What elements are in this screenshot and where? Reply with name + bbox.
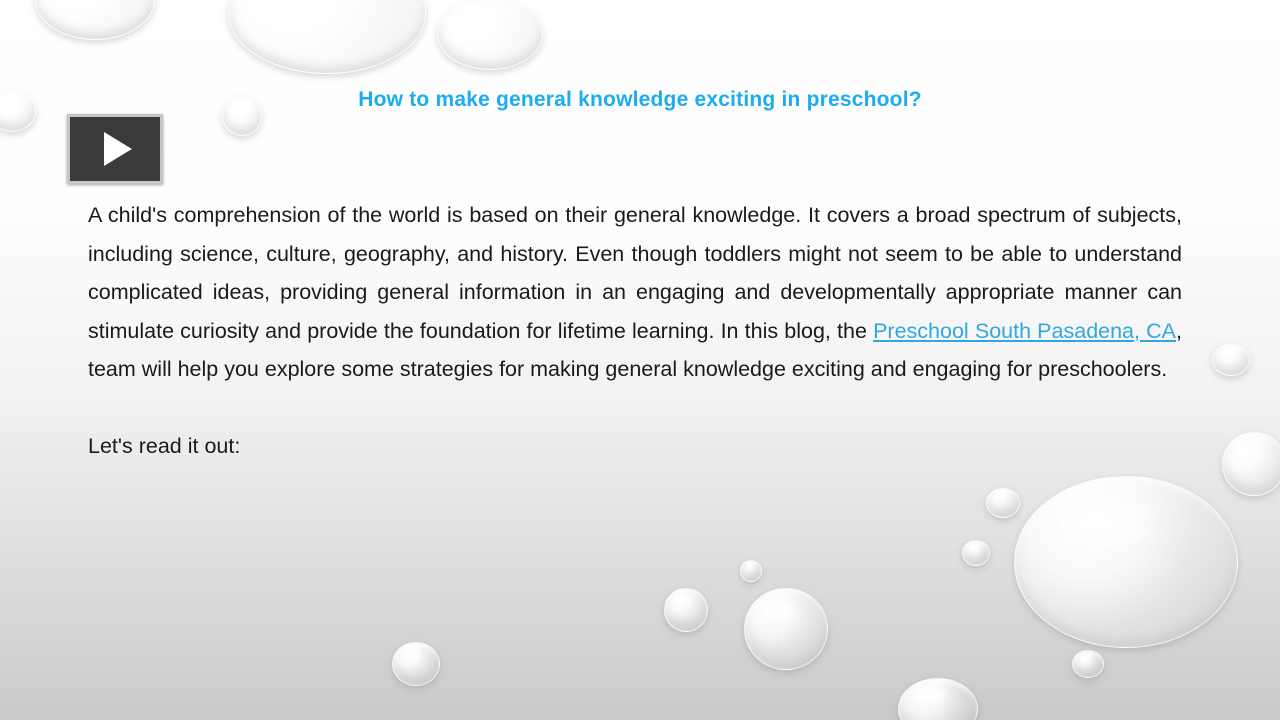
paragraph-text-after-link: , team will help you explore some strategies for making general knowledge exciting and engaging for preschoolers.: [88, 318, 1182, 381]
bubble-decor: [664, 588, 708, 632]
bubble-decor: [744, 588, 828, 670]
bubble-decor: [228, 0, 426, 74]
bubble-decor: [986, 488, 1020, 518]
bubble-decor: [740, 560, 762, 582]
paragraph-text-before-link: A child's comprehension of the world is based on their general knowledge. It covers a broad spectrum of subjects, including science, culture, geography, and history. Even though toddlers might not seem to be able to understand complicated ideas, providing general information in an engaging and developmentally appropriate manner can stimulate curiosity and provide the foundation for lifetime learning. In this blog, the: [88, 203, 1182, 343]
preschool-link[interactable]: Preschool South Pasadena, CA: [873, 318, 1177, 343]
bubble-decor: [392, 642, 440, 686]
body-paragraph: [88, 196, 1182, 389]
bubble-decor: [1014, 476, 1238, 648]
bubble-decor: [35, 0, 155, 40]
page-title: How to make general knowledge exciting in preschool?: [358, 88, 922, 111]
bubble-decor: [437, 0, 543, 70]
bubble-decor: [1072, 650, 1104, 678]
bubble-decor: [962, 540, 990, 566]
bubble-decor: [1212, 344, 1250, 376]
closing-line: Let's read it out:: [88, 433, 241, 458]
slide-body: [88, 196, 1182, 465]
bubble-decor: [1222, 432, 1280, 496]
video-play-button[interactable]: [67, 114, 163, 184]
play-icon: [104, 132, 132, 166]
bubble-decor: [898, 678, 978, 720]
